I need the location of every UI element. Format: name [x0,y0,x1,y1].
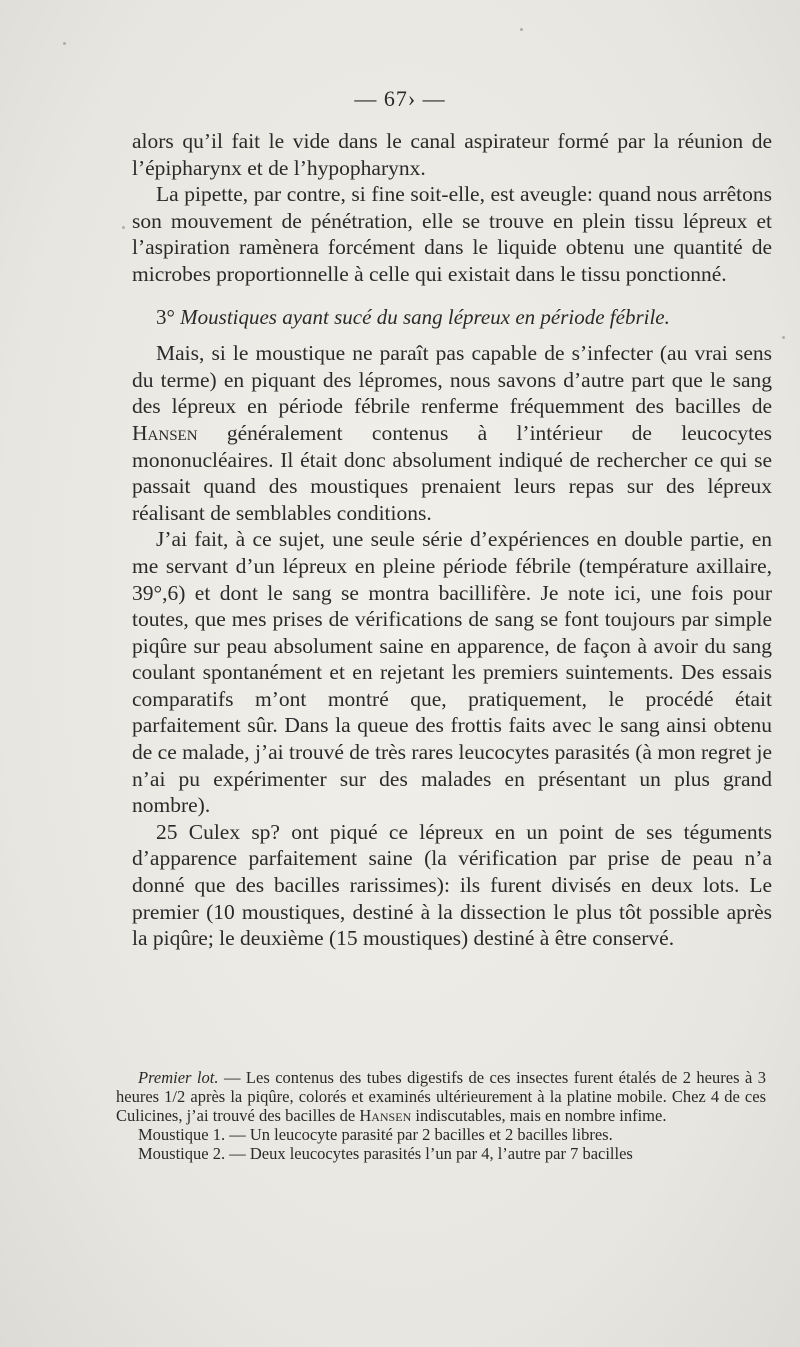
page-number: — 67› — [354,86,446,111]
paragraph: alors qu’il fait le vide dans le canal aspirateur formé par la réunion de l’épipharynx et de l’hypopharynx. [132,129,772,180]
paragraph-text: Mais, si le moustique ne paraît pas capable de s’infecter (au vrai sens du terme) en piquant des lépromes, nous savons d’autre part que le sang des lépreux en période fébrile renferme fréquemment des bacilles de [132,341,772,419]
section-title: Moustiques ayant sucé du sang lépreux en période fébrile. [180,304,670,329]
author-name: Hansen [132,420,198,445]
note-line: Moustique 2. — Deux leucocytes parasités l’un par 4, l’autre par 7 bacilles [138,1144,633,1163]
paper-speck [63,42,66,45]
paper-speck [122,226,125,229]
paper-speck [782,336,785,339]
note-text: — Les contenus des tubes digestifs de ces insectes furent étalés de 2 heures à 3 heures 1/2 après la piqûre, colorés et examinés ultérieurement à la platine mobile. Chez 4 de ces Culicines, j’ai trouvé des bacilles de [116,1068,767,1125]
author-name: Hansen [359,1106,412,1125]
paragraph: 25 Culex sp? ont piqué ce lépreux en un point de ses téguments d’apparence parfaitement saine (la vérification par prise de peau n’a donné que des bacilles rarissimes): ils furent divisés en deux lots. Le premier (10 moustiques, destiné à la dissection le plus tôt possible après la piqûre; le deuxième (15 moustiques) destiné à être conservé. [132,819,772,951]
note-line: Moustique 1. — Un leucocyte parasité par 2 bacilles et 2 bacilles libres. [138,1125,613,1144]
paragraph [132,340,772,526]
paragraph-text: généralement contenus à l’intérieur de leucocytes mononucléaires. Il était donc absolument indiqué de rechercher ce qui se passait quand des moustiques prenaient leurs repas sur des lépreux réalisant de semblables conditions. [132,420,772,525]
note-text: indiscutables, mais en nombre infime. [411,1106,667,1125]
section-heading [132,304,772,331]
paper-speck [520,28,523,31]
note-paragraph [116,1068,766,1125]
section-number: 3° [156,304,175,329]
paragraph: La pipette, par contre, si fine soit-elle, est aveugle: quand nous arrêtons son mouvement de pénétration, elle se trouve en plein tissu lépreux et l’aspiration ramènera forcément dans le liquide obtenu une quantité de microbes proportionnelle à celle qui existait dans le tissu ponctionné. [132,182,772,286]
main-text [132,128,772,952]
lot-label: Premier lot. [138,1068,219,1087]
paragraph: J’ai fait, à ce sujet, une seule série d’expériences en double partie, en me servant d’un lépreux en pleine période fébrile (température axillaire, 39°,6) et dont le sang se montra bacillifère. Je note ici, une fois pour toutes, que mes prises de vérifications de sang se font toujours par simple piqûre sur peau absolument saine en apparence, de façon à avoir du sang coulant spontanément et en rejetant les premiers suintements. Des essais comparatifs m’ont montré que, pratiquement, le procédé était parfaitement sûr. Dans la queue des frottis faits avec le sang ainsi obtenu de ce malade, j’ai trouvé de très rares leucocytes parasités (à mon regret je n’ai pu expérimenter sur des malades en présentant un plus grand nombre). [132,527,772,818]
notes-block [116,1068,766,1163]
